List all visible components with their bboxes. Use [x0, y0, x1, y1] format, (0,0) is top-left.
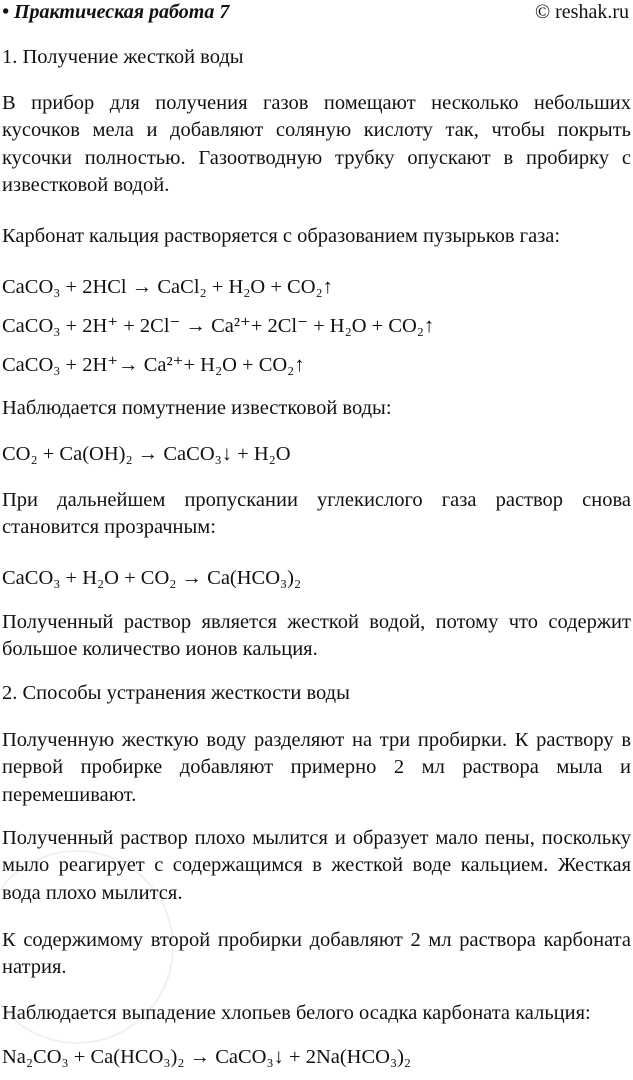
- paragraph: Карбонат кальция растворяется с образованием пузырьков газа:: [2, 225, 561, 247]
- equation: CO₂ + Ca(OH)₂ → CaCO₃↓ + H₂O: [2, 443, 291, 465]
- paragraph: Полученный раствор является жесткой водой, потому что содержит большое количество ионов кальция.: [2, 611, 631, 661]
- paragraph: Полученный раствор плохо мылится и образует мало пены, поскольку мыло реагирует с содержащимся в жесткой воде кальцием. Жесткая вода плохо мылится.: [2, 827, 631, 904]
- copyright: © reshak.ru: [534, 1, 629, 23]
- equation: CaCO₃ + 2H⁺→ Ca²⁺+ H₂O + CO₂↑: [2, 354, 305, 376]
- paragraph: Наблюдается помутнение известковой воды:: [2, 397, 392, 419]
- paragraph: При дальнейшем пропускании углекислого газа раствор снова становится прозрачным:: [2, 489, 631, 539]
- paragraph: В прибор для получения газов помещают несколько небольших кусочков мела и добавляют соляную кислоту так, чтобы покрыть кусочки полностью. Газоотводную трубку опускают в пробирку с известковой водой.: [2, 92, 631, 196]
- paragraph: К содержимому второй пробирки добавляют 2 мл раствора карбоната натрия.: [2, 929, 631, 979]
- equation: CaCO₃ + H₂O + CO₂ → Ca(HCO₃)₂: [2, 567, 302, 589]
- equation: CaCO₃ + 2H⁺ + 2Cl⁻ → Ca²⁺+ 2Cl⁻ + H₂O + CO₂↑: [2, 315, 435, 337]
- paragraph: Наблюдается выпадение хлопьев белого осадка карбоната кальция:: [2, 1002, 591, 1024]
- page-title: • Практическая работа 7: [2, 1, 230, 23]
- equation: Na₂CO₃ + Ca(HCO₃)₂ → CaCO₃↓ + 2Na(HCO₃)₂: [2, 1046, 412, 1068]
- section-heading-1: 1. Получение жесткой воды: [2, 46, 244, 68]
- section-heading-2: 2. Способы устранения жесткости воды: [2, 682, 350, 704]
- equation: CaCO₃ + 2HCl → CaCl₂ + H₂O + CO₂↑: [2, 276, 333, 298]
- paragraph: Полученную жесткую воду разделяют на три пробирки. К раствору в первой пробирке добавляют примерно 2 мл раствора мыла и перемешивают.: [2, 729, 631, 806]
